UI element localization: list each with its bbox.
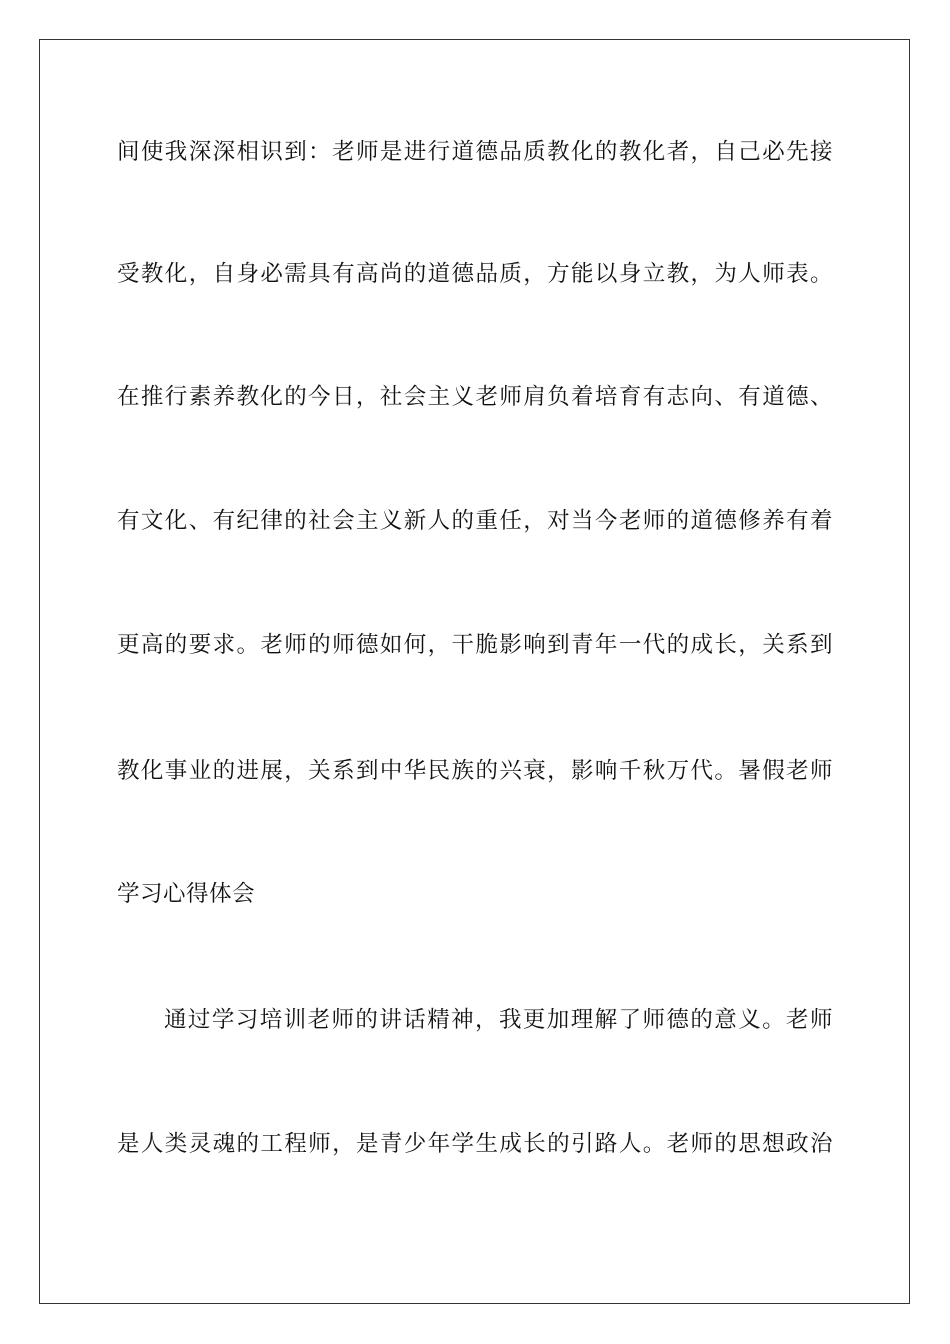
paragraph-line-4: 有文化、有纪律的社会主义新人的重任，对当今老师的道德修养有着 xyxy=(117,508,833,534)
paragraph-line-3: 在推行素养教化的今日，社会主义老师肩负着培育有志向、有道德、 xyxy=(117,384,833,410)
paragraph-line-1: 间使我深深相识到：老师是进行道德品质教化的教化者，自己必先接 xyxy=(117,139,833,165)
page-frame xyxy=(39,39,910,1304)
section-title: 学习心得体会 xyxy=(117,881,256,907)
paragraph-line-2: 受教化，自身必需具有高尚的道德品质，方能以身立教，为人师表。 xyxy=(117,261,833,287)
paragraph-line-6: 教化事业的进展，关系到中华民族的兴衰，影响千秋万代。暑假老师 xyxy=(117,758,833,784)
paragraph-line-5: 更高的要求。老师的师德如何，干脆影响到青年一代的成长，关系到 xyxy=(117,632,833,658)
paragraph-line-9: 是人类灵魂的工程师，是青少年学生成长的引路人。老师的思想政治 xyxy=(117,1131,833,1157)
paragraph-line-8: 通过学习培训老师的讲话精神，我更加理解了师德的意义。老师 xyxy=(164,1007,833,1033)
